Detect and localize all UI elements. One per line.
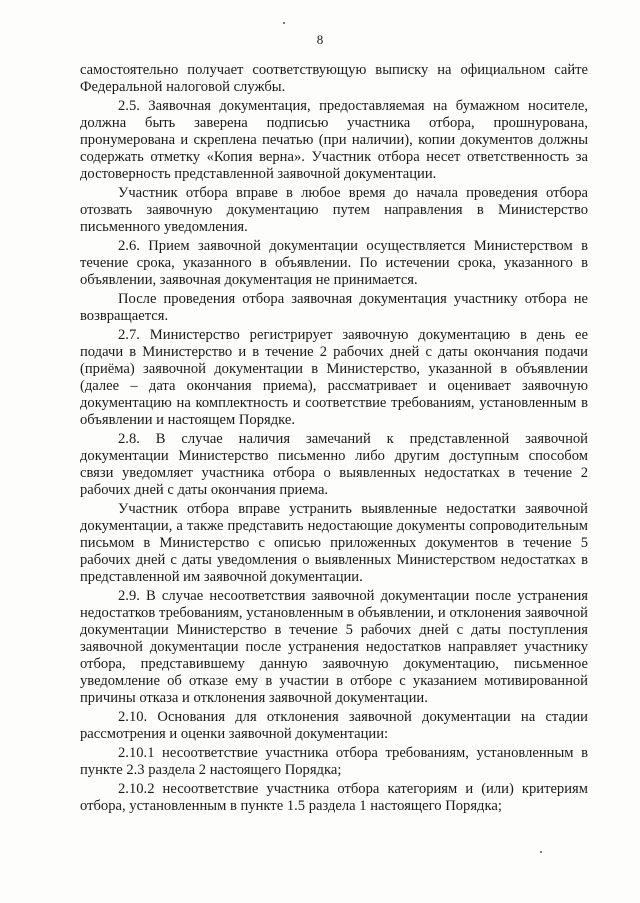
paragraph-2-7: 2.7. Министерство регистрирует заявочную документацию в день ее подачи в Министерство и в течение 2 рабочих дней с даты окончания подачи (приёма) заявочной документации в Министерство, указанной в объявлении (далее – дата окончания приема), рассматривает и оценивает заявочную документацию на комплектность и соответствие требованиям, установленным в объявлении и настоящем Порядке.	[80, 327, 588, 428]
scan-speck	[540, 851, 542, 853]
scan-speck	[283, 22, 285, 24]
paragraph-withdrawal: Участник отбора вправе в любое время до начала проведения отбора отозвать заявочную документацию путем направления в Министерство письменного уведомления.	[80, 185, 588, 235]
paragraph-2-10-2: 2.10.2 несоответствие участника отбора категориям и (или) критериям отбора, установленным в пункте 1.5 раздела 1 настоящего Порядка;	[80, 781, 588, 814]
paragraph-2-5: 2.5. Заявочная документация, предоставляемая на бумажном носителе, должна быть заверена подписью участника отбора, прошнурована, пронумерована и скреплена печатью (при наличии), копии документов должны содержать отметку «Копия верна». Участник отбора несет ответственность за достоверность представленной заявочной документации.	[80, 98, 588, 182]
paragraph-continuation: самостоятельно получает соответствующую выписку на официальном сайте Федеральной налоговой службы.	[80, 62, 588, 95]
paragraph-2-9: 2.9. В случае несоответствия заявочной документации после устранения недостатков требованиям, установленным в объявлении, и отклонения заявочной документации Министерство в течение 5 рабочих дней с даты поступления заявочной документации после устранения недостатков направляет участнику отбора, представившему данную заявочную документацию, письменное уведомление об отказе ему в участии в отборе с указанием мотивированной причины отказа и отклонения заявочной документации.	[80, 588, 588, 706]
paragraph-2-6: 2.6. Прием заявочной документации осуществляется Министерством в течение срока, указанного в объявлении. По истечении срока, указанного в объявлении, заявочная документация не принимается.	[80, 238, 588, 288]
page-number: 8	[316, 32, 324, 47]
paragraph-no-return: После проведения отбора заявочная документация участнику отбора не возвращается.	[80, 291, 588, 324]
paragraph-2-8: 2.8. В случае наличия замечаний к представленной заявочной документации Министерство письменно либо другим доступным способом связи уведомляет участника отбора о выявленных недостатках в течение 2 рабочих дней с даты окончания приема.	[80, 431, 588, 498]
paragraph-remedy: Участник отбора вправе устранить выявленные недостатки заявочной документации, а также представить недостающие документы сопроводительным письмом в Министерство с описью приложенных документов в течение 5 рабочих дней с даты уведомления о выявленных Министерством недостатках в представленной им заявочной документации.	[80, 501, 588, 585]
paragraph-2-10: 2.10. Основания для отклонения заявочной документации на стадии рассмотрения и оценки заявочной документации:	[80, 709, 588, 742]
document-body	[80, 62, 588, 815]
paragraph-2-10-1: 2.10.1 несоответствие участника отбора требованиям, установленным в пункте 2.3 раздела 2 настоящего Порядка;	[80, 745, 588, 778]
